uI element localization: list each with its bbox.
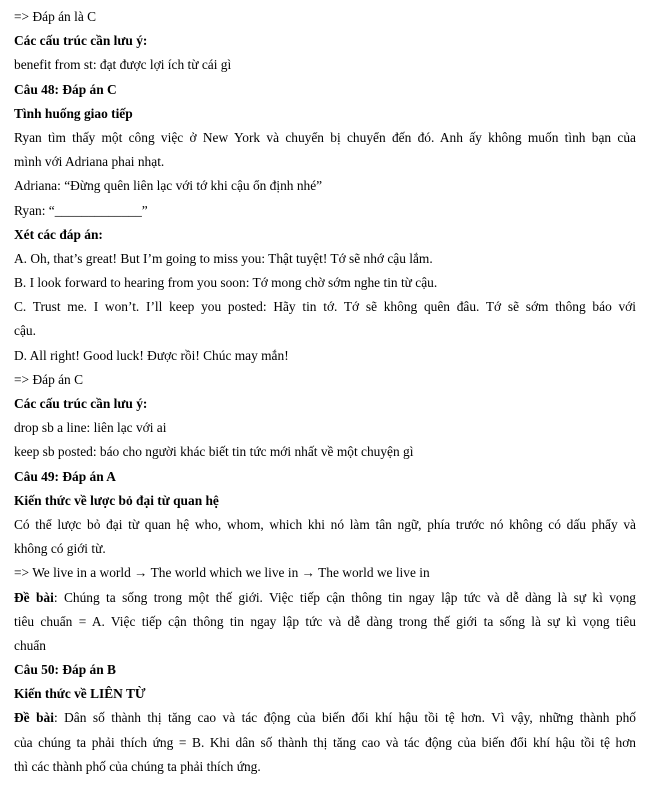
paragraph-line: mình với Adriana phai nhạt. — [14, 154, 165, 170]
paragraph-text: : Dân số thành thị tăng cao và tác động của biến đổi khí hậu tồi tệ hơn. Vì vậy, những thành phố — [53, 710, 637, 726]
question-49-heading: Câu 49: Đáp án A — [14, 468, 116, 484]
topic-heading: Tình huống giao tiếp — [14, 105, 133, 121]
paragraph-line — [14, 706, 636, 730]
paragraph-line: không có giới từ. — [14, 541, 106, 557]
structure-note: benefit from st: đạt được lợi ích từ cái gì — [14, 57, 232, 73]
paragraph-line: Có thể lược bỏ đại từ quan hệ who, whom, which khi nó làm tân ngữ, phía trước nó không có dấu phẩy và — [14, 516, 636, 532]
option-c: C. Trust me. I won’t. I’ll keep you posted: Hãy tin tớ. Tớ sẽ không quên đâu. Tớ sẽ sớm thông báo với — [14, 299, 636, 315]
option-b: B. I look forward to hearing from you soon: Tớ mong chờ sớm nghe tin từ cậu. — [14, 275, 438, 291]
question-48-heading: Câu 48: Đáp án C — [14, 81, 117, 97]
dialogue-line: Adriana: “Đừng quên liên lạc với tớ khi cậu ổn định nhé” — [14, 178, 323, 194]
paragraph-line — [14, 586, 636, 610]
option-a: A. Oh, that’s great! But I’m going to miss you: Thật tuyệt! Tớ sẽ nhớ cậu lắm. — [14, 250, 433, 266]
question-50-heading: Câu 50: Đáp án B — [14, 662, 116, 678]
lead-label: Đề bài — [14, 589, 54, 605]
option-d: D. All right! Good luck! Được rồi! Chúc may mắn! — [14, 347, 289, 363]
topic-heading: Kiến thức về lược bỏ đại từ quan hệ — [14, 492, 219, 508]
example-line: => We live in a world → The world which we live in → The world we live in — [14, 565, 430, 581]
dialogue-line: Ryan: “_____________” — [14, 202, 148, 218]
topic-heading: Kiến thức về LIÊN TỪ — [14, 686, 146, 702]
paragraph-line: tiêu chuẩn = A. Việc tiếp cận thông tin ngay lập tức và dễ dàng trong thế giới ta sống là sự kì vọng tiêu — [14, 613, 636, 629]
answer-line: => Đáp án C — [14, 371, 84, 387]
paragraph-text: : Chúng ta sống trong một thế giới. Việc tiếp cận thông tin ngay lập tức và dễ dàng là sự kì vọng — [53, 589, 636, 605]
section-heading: Các cấu trúc cần lưu ý: — [14, 396, 148, 411]
answer-line: => Đáp án là C — [14, 9, 97, 24]
paragraph-line: Ryan tìm thấy một công việc ở New York và chuyển bị chuyển đến đó. Anh ấy không muốn tình bạn của — [14, 129, 636, 145]
section-heading: Các cấu trúc cần lưu ý: — [14, 33, 148, 49]
structure-note: keep sb posted: báo cho người khác biết tin tức mới nhất về một chuyện gì — [14, 444, 414, 460]
paragraph-line: của chúng ta phải thích ứng = B. Khi dân số thành thị tăng cao và tác động của biến đổi khí hậu tồi tệ hơn — [14, 734, 636, 750]
paragraph-line: thì các thành phố của chúng ta phải thích ứng. — [14, 758, 261, 774]
paragraph-line: chuẩn — [14, 637, 46, 653]
option-c-continued: cậu. — [14, 323, 36, 339]
section-heading: Xét các đáp án: — [14, 226, 103, 242]
lead-label: Đề bài — [14, 710, 54, 726]
structure-note: drop sb a line: liên lạc với ai — [14, 420, 167, 436]
